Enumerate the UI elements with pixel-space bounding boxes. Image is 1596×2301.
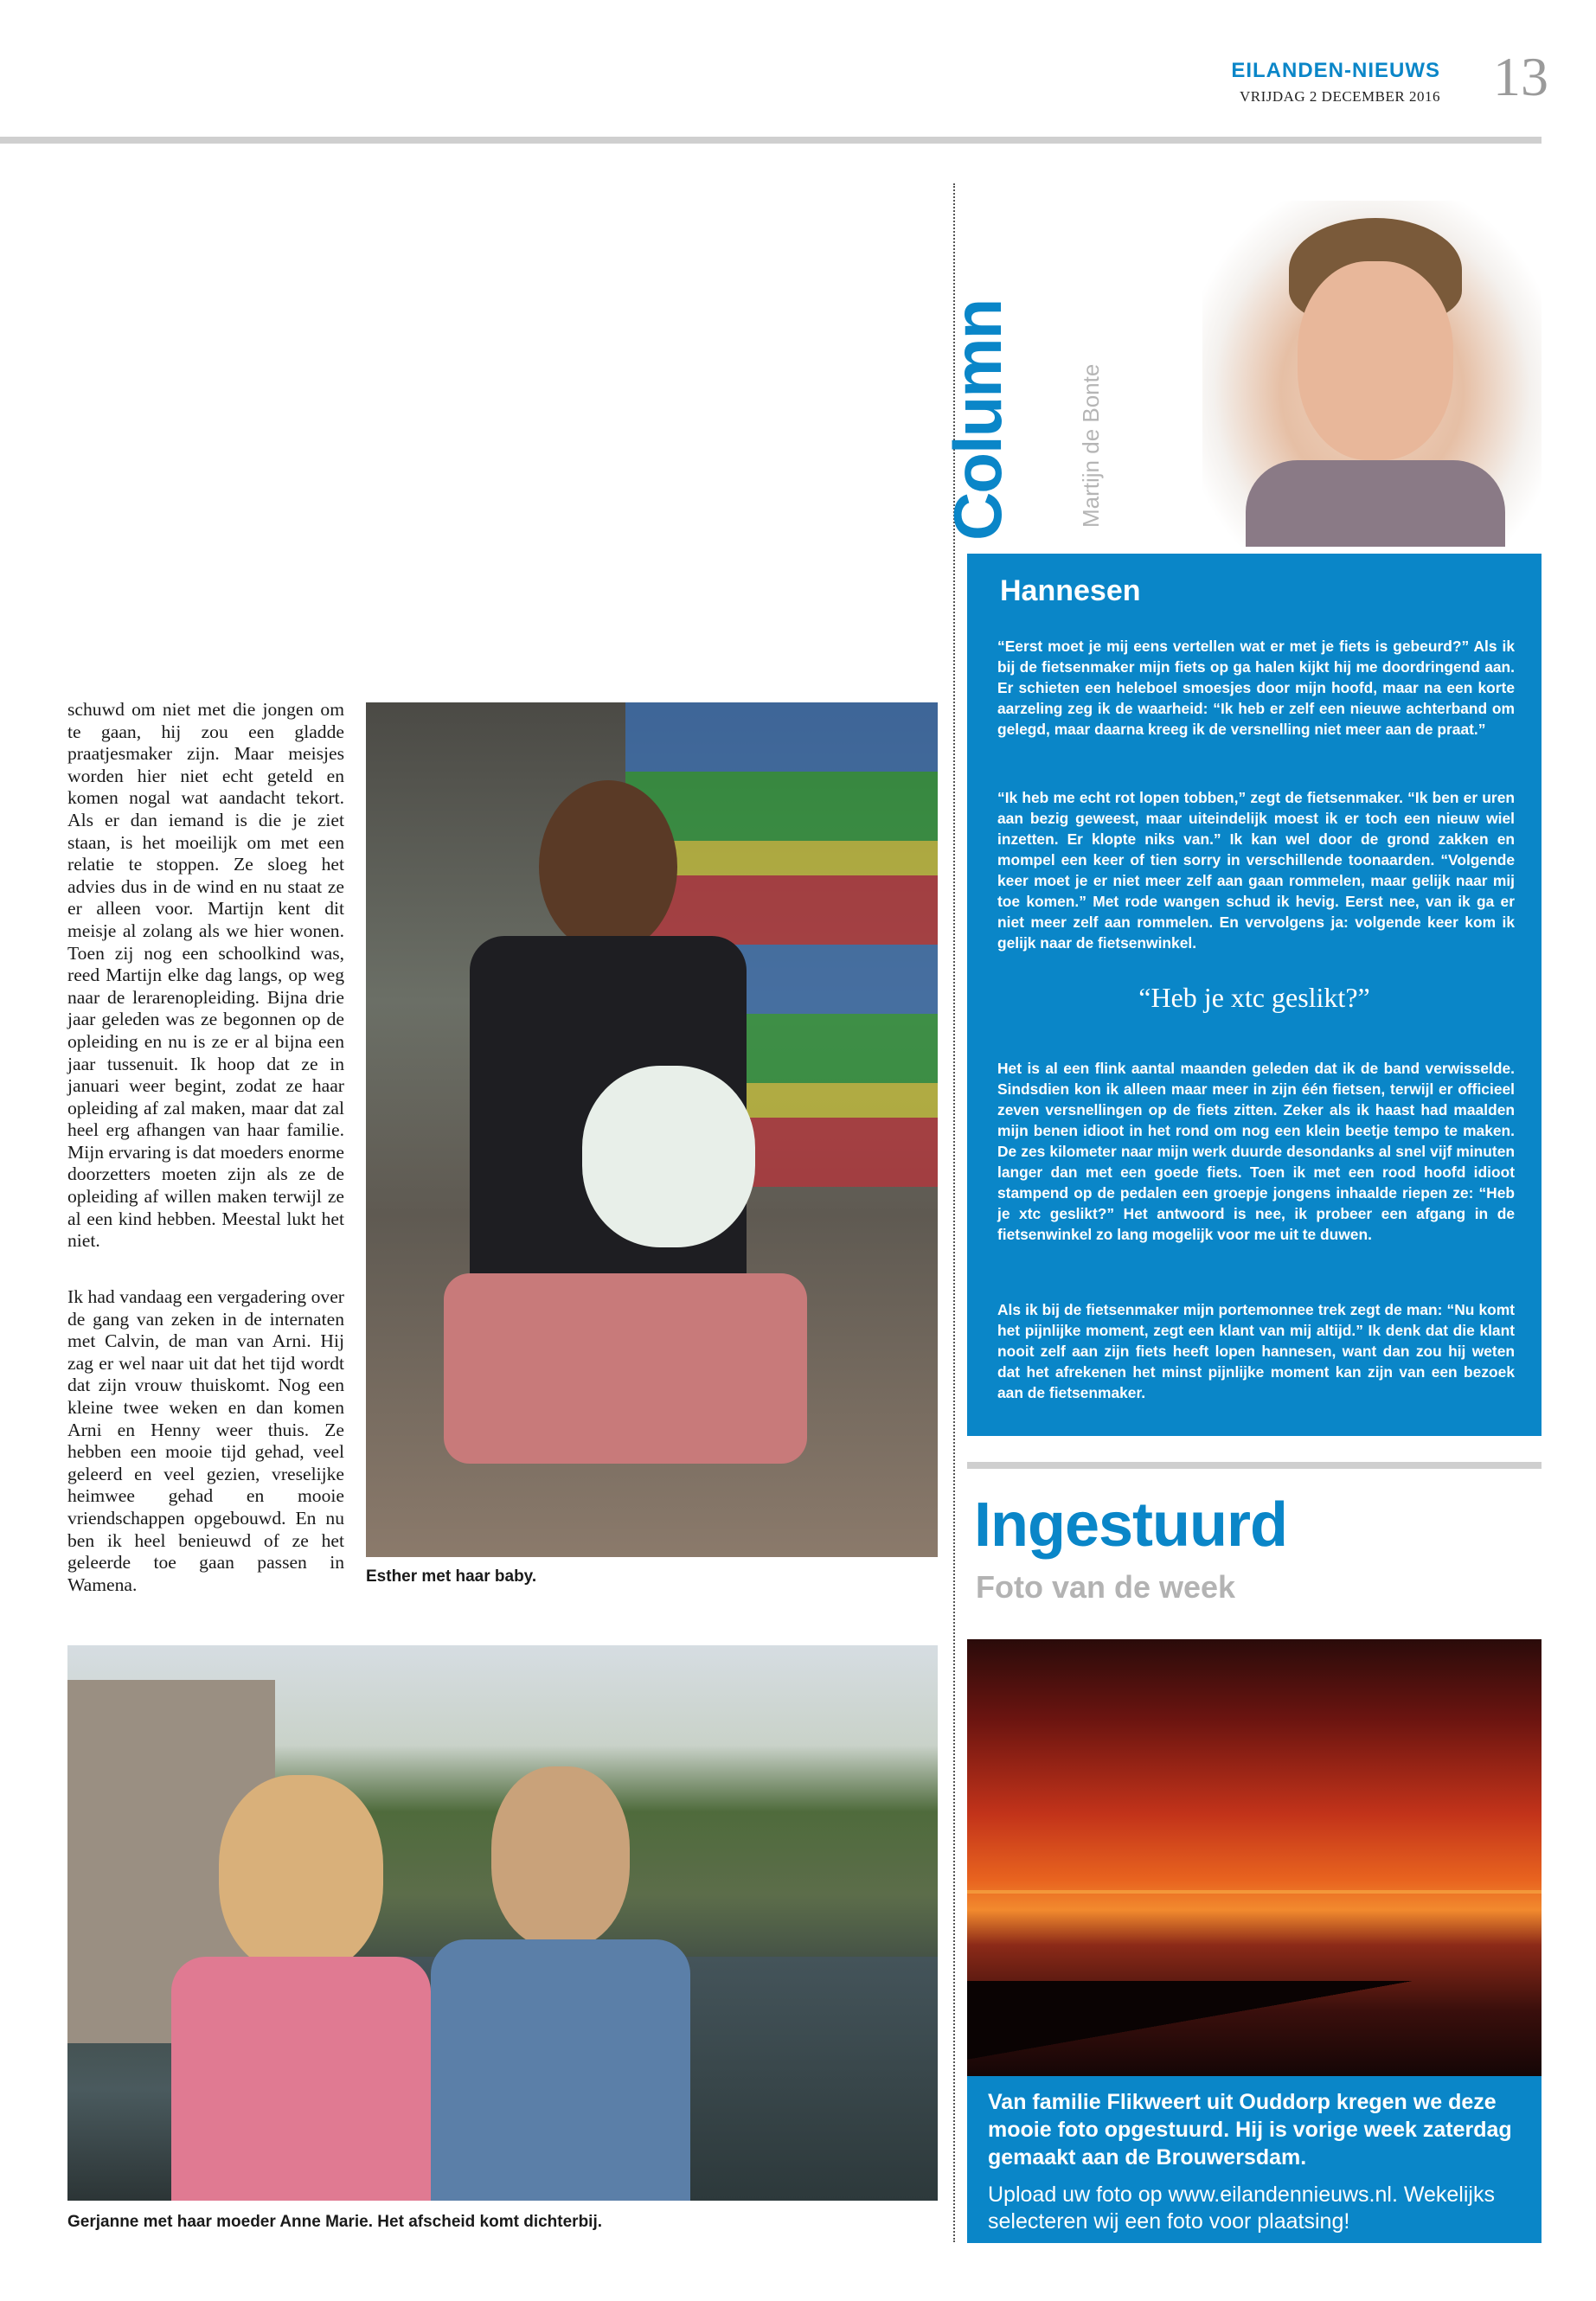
photo-of-the-week-sunset: [967, 1639, 1542, 2076]
sea-reflection: [967, 1890, 1542, 1894]
photo-of-the-week-box: [967, 2076, 1542, 2243]
masthead: EILANDEN-NIEUWS: [1231, 59, 1440, 82]
photo-gerjanne-and-mother: [67, 1645, 938, 2201]
column-box: [967, 554, 1542, 1436]
pull-quote: “Heb je xtc geslikt?”: [1138, 982, 1370, 1013]
section-subtitle: Foto van de week: [976, 1569, 1236, 1605]
shoreline: [967, 1981, 1542, 2076]
article-paragraph: schuwd om niet met die jongen om te gaan, hij zou een gladde praatjesmaker zijn. Maar meisjes worden hier niet echt geteld en komen nogal wat aandacht tekort. Als er dan iemand is die je ziet staan, is het moeilijk om met een relatie te stoppen. Ze sloeg het advies dus in de wind en nu staat ze er alleen voor. Martijn kent dit meisje al zolang als we hier wonen. Toen zij nog een schoolkind was, reed Martijn elke dag langs, op weg naar de lerarenopleiding. Bijna drie jaar geleden was ze begonnen op de opleiding en nu is ze er al bijna een jaar tussenuit. Ik hoop dat ze in januari weer begint, zodat ze haar opleiding af zal maken, maar dat zal heel erg afhangen van haar familie. Mijn ervaring is dat moeders enorme doorzetters moeten zijn als ze de opleiding af willen maken terwijl ze al een kind hebben. Meestal lukt het niet.: [67, 699, 344, 1252]
column-paragraph: “Eerst moet je mij eens vertellen wat er met je fiets is gebeurd?” Als ik bij de fietsenmaker mijn fiets op ga halen kijkt hij me doordringend aan. Er schieten een heleboel smoesjes door mijn hoofd, maar na een korte aarzeling zeg ik de waarheid: “Ik heb er zelf een nieuwe achterband om gelegd, maar daarna kreeg ik de versnelling niet meer aan de praat.”: [997, 638, 1515, 738]
publication-date: VRIJDAG 2 DECEMBER 2016: [1239, 88, 1440, 105]
header-rule: [0, 137, 1542, 144]
photo-esther-with-baby: [366, 702, 938, 1557]
columnist-name: Martijn de Bonte: [1078, 363, 1104, 528]
woman-right: [413, 1766, 708, 2201]
photo-caption: Gerjanne met haar moeder Anne Marie. Het afscheid komt dichterbij.: [67, 2213, 603, 2231]
column-paragraph: Als ik bij de fietsenmaker mijn portemonnee trek zegt de man: “Nu komt het pijnlijke moment, zegt een klant van mij altijd.” Ik denk dat die klant nooit zelf aan zijn fiets heeft lopen hannesen, want dan zou hij weten dat het afrekenen het minst pijnlijke moment kan zijn van een bezoek aan de fietsenmaker.: [997, 1301, 1515, 1401]
portrait-face: [1298, 261, 1453, 460]
column-title: Hannesen: [1000, 574, 1141, 607]
photo-caption: Esther met haar baby.: [366, 1567, 537, 1586]
column-paragraph: Het is al een flink aantal maanden geleden dat ik de band verwisselde. Sindsdien kon ik alleen maar meer in zijn één fietsen, terwijl er officieel zeven versnellingen op de fiets zitten. Zeker als ik haast had maalden mijn benen idioot in het rond om nog een klein beetje tempo te maken. De zes kilometer naar mijn werk duurde desondanks al snel vijf minuten langer dan met een goede fiets. Toen ik met een rood hoofd idioot stampend op de pedalen een groepje jongens inhaalde riepen ze: “Heb je xtc geslikt?” Het antwoord is nee, ik probeer een afgang in de fietsenwinkel zo lang mogelijk voor me uit te duwen.: [997, 1060, 1515, 1243]
section-title: Ingestuurd: [974, 1490, 1287, 1560]
portrait-shoulders: [1246, 460, 1505, 547]
column-paragraph: “Ik heb me echt rot lopen tobben,” zegt de fietsenmaker. “Ik ben er uren aan bezig geweest, maar uiteindelijk moest ik er toch een nieuw wiel inzetten. Er klopte niks van.” Ik kan wel door de grond zakken en mompel een keer of tien sorry in verschillende toonaarden. “Volgende keer moet je er niet meer zelf aan gaan rommelen, maar gelijk naar mij toe komen.” Met rode wangen schud ik hevig. Eerst nee, van ik ga er niet meer zelf aan rommelen. En vervolgens ja: volgende keer kom ik gelijk naar de fietsenwinkel.: [997, 789, 1515, 952]
article-paragraph: Ik had vandaag een vergadering over de gang van zeken in de internaten met Calvin, de man van Arni. Hij zag er wel naar uit dat het tijd wordt dat zijn vrouw thuiskomt. Nog een kleine twee weken en dan komen Arni en Henny weer thuis. Ze hebben een mooie tijd gehad, veel geleerd en veel gezien, vreselijke heimwee gehad en mooie vriendschappen opgebouwd. En nu ben ik heel benieuwd of ze het geleerde toe gaan passen in Wamena.: [67, 1286, 344, 1595]
page-number: 13: [1493, 46, 1548, 107]
upload-note: Upload uw foto op www.eilandennieuws.nl. Wekelijks selecteren wij een foto voor plaatsing!: [988, 2182, 1495, 2234]
column-label: Column: [939, 299, 1016, 541]
baby-figure: [582, 1066, 755, 1247]
section-rule: [967, 1462, 1542, 1469]
photo-of-the-week-caption: Van familie Flikweert uit Ouddorp kregen we deze mooie foto opgestuurd. Hij is vorige week zaterdag gemaakt aan de Brouwersdam.: [988, 2090, 1512, 2170]
columnist-portrait: [1202, 201, 1542, 547]
